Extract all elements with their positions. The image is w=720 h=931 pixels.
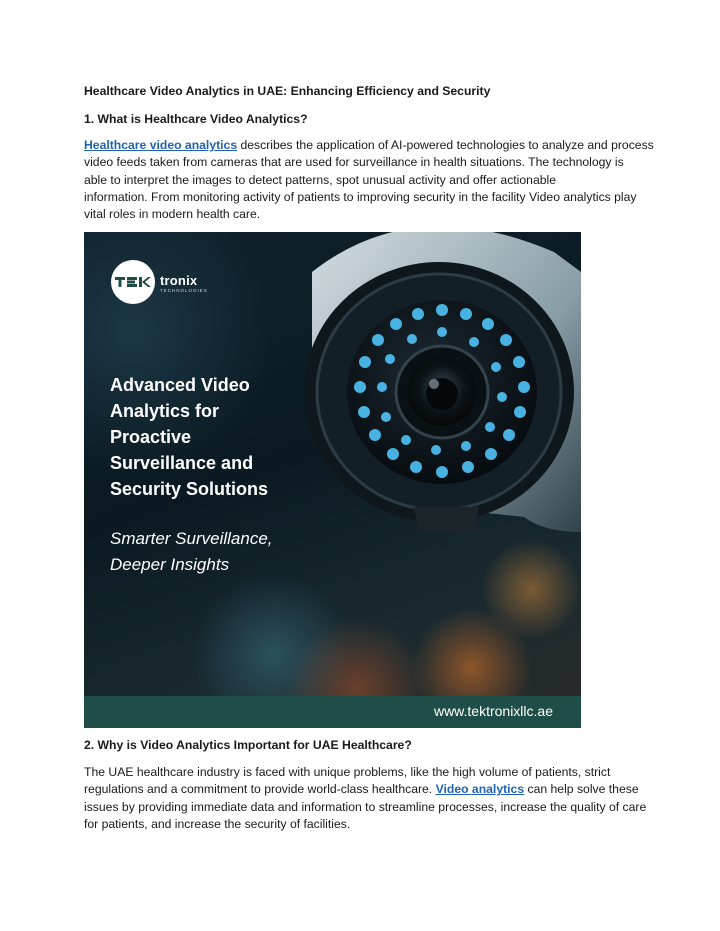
section-paragraph-what-is (84, 137, 654, 223)
paragraph-text: describes the application of AI-powered technologies to analyze and process (237, 138, 654, 152)
headline-line: Surveillance and (110, 453, 254, 473)
section-heading-what-is: 1. What is Healthcare Video Analytics? (84, 112, 308, 126)
paragraph-line (84, 781, 644, 798)
banner-tagline (110, 526, 273, 578)
section-paragraph-why-important (84, 764, 647, 833)
video-analytics-link[interactable]: Video analytics (435, 782, 525, 797)
tagline-line: Smarter Surveillance, (110, 529, 273, 548)
headline-line: Security Solutions (110, 479, 269, 499)
banner-headline (110, 372, 268, 502)
logo-subtitle: TECHNOLOGIES (160, 288, 208, 293)
paragraph-line: vital roles in modern health care. (84, 207, 261, 222)
paragraph-line (84, 137, 654, 154)
surveillance-banner-image (84, 232, 581, 728)
healthcare-video-analytics-link[interactable]: Healthcare video analytics (84, 138, 238, 152)
headline-line: Proactive (110, 427, 192, 447)
paragraph-line: issues by providing immediate data and information to streamline processes, increase the quality of care (84, 799, 647, 814)
paragraph-line: for patients, and increase the security of facilities. (84, 816, 351, 831)
document-title: Healthcare Video Analytics in UAE: Enhancing Efficiency and Security (84, 84, 491, 98)
paragraph-line: The UAE healthcare industry is faced with unique problems, like the high volume of patients, strict (84, 765, 611, 779)
paragraph-text: regulations and a commitment to provide world-class healthcare. (84, 782, 436, 797)
paragraph-text: can help solve these (524, 782, 639, 797)
paragraph-line: video feeds taken from cameras that are used for surveillance in health situations. The technology is (84, 155, 624, 170)
tagline-line: Deeper Insights (110, 555, 230, 574)
logo-wordmark: tronix (160, 273, 198, 288)
paragraph-line: able to interpret the images to detect patterns, spot unusual activity and offer actionable (84, 172, 556, 187)
tek-logo-icon (115, 275, 151, 289)
section-heading-why-important: 2. Why is Video Analytics Important for UAE Healthcare? (84, 738, 412, 752)
headline-line: Analytics for (110, 401, 220, 421)
banner-website-url: www.tektronixllc.ae (433, 703, 553, 719)
tektronix-logo-mark (111, 260, 155, 304)
headline-line: Advanced Video (110, 375, 250, 395)
banner-footer-bar (84, 696, 581, 728)
paragraph-line: information. From monitoring activity of patients to improving security in the facility Video analytics play (84, 189, 637, 204)
